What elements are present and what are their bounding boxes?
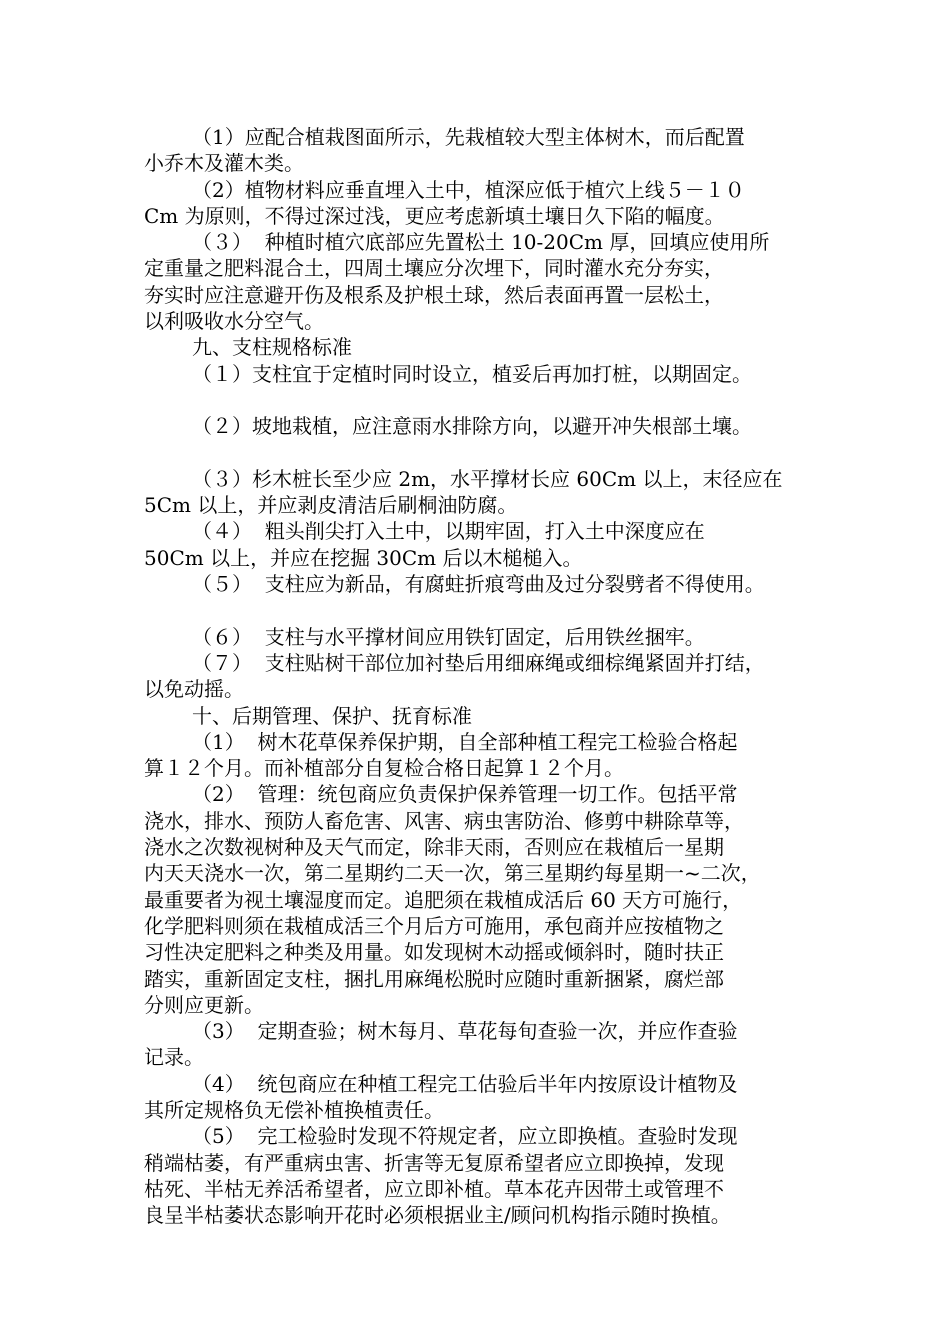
paragraph-line: 内天天浇水一次，第二星期约二天一次，第三星期约每星期一~二次， [144, 861, 761, 886]
paragraph-line: 算１２个月。而补植部分自复检合格日起算１２个月。 [144, 756, 624, 781]
paragraph-line: （3） 定期查验；树木每月、草花每旬查验一次，并应作查验 [192, 1019, 738, 1044]
section-heading: 九、支柱规格标准 [192, 335, 352, 360]
paragraph-line: 最重要者为视土壤湿度而定。追肥须在栽植成活后 60 天方可施行， [144, 887, 743, 912]
paragraph-line: （1） 树木花草保养保护期，自全部种植工程完工检验合格起 [192, 729, 738, 754]
paragraph-line: 5Cm 以上，并应剥皮清洁后刷桐油防腐。 [144, 493, 518, 518]
paragraph-line: 以免动摇。 [144, 677, 244, 702]
paragraph-line: 浇水之次数视树种及天气而定，除非天雨，否则应在栽植后一星期 [144, 835, 724, 860]
paragraph-line: 50Cm 以上，并应在挖掘 30Cm 后以木槌槌入。 [144, 545, 583, 570]
paragraph-line: 其所定规格负无偿补植换植责任。 [144, 1097, 444, 1122]
paragraph-line: 枯死、半枯无养活希望者，应立即补植。草本花卉因带土或管理不 [144, 1176, 724, 1201]
blank-line [144, 387, 812, 413]
paragraph-line: （４） 粗头削尖打入土中，以期牢固，打入土中深度应在 [192, 519, 705, 544]
paragraph-line: （２）坡地栽植，应注意雨水排除方向，以避开冲失根部土壤。 [192, 414, 752, 439]
paragraph-line: （５） 支柱应为新品，有腐蛀折痕弯曲及过分裂劈者不得使用。 [192, 572, 765, 597]
paragraph-line: 小乔木及灌木类。 [144, 151, 304, 176]
paragraph-line: 良呈半枯萎状态影响开花时必须根据业主/顾问机构指示随时换植。 [144, 1203, 731, 1228]
section-heading: 十、后期管理、保护、抚育标准 [192, 703, 472, 728]
paragraph-line: （2）植物材料应垂直埋入土中，植深应低于植穴上线５－１０ [192, 177, 745, 202]
paragraph-line: 记录。 [144, 1045, 204, 1070]
paragraph-line: 以利吸收水分空气。 [144, 309, 324, 334]
paragraph-line: 稍端枯萎，有严重病虫害、折害等无复原希望者应立即换掉，发现 [144, 1150, 724, 1175]
paragraph-line: （１）支柱宜于定植时同时设立，植妥后再加打桩，以期固定。 [192, 361, 752, 386]
paragraph-line: （1）应配合植栽图面所示，先栽植较大型主体树木，而后配置 [192, 125, 745, 149]
paragraph-line: （３） 种植时植穴底部应先置松土 10-20Cm 厚，回填应使用所 [192, 230, 770, 255]
paragraph-line: （2） 管理：统包商应负责保护保养管理一切工作。包括平常 [192, 782, 738, 807]
paragraph-line: 习性决定肥料之种类及用量。如发现树木动摇或倾斜时，随时扶正 [144, 940, 724, 965]
paragraph-line: 定重量之肥料混合土，四周土壤应分次埋下，同时灌水充分夯实， [144, 256, 724, 281]
paragraph-line: （６） 支柱与水平撑材间应用铁钉固定，后用铁丝捆牢。 [192, 624, 705, 649]
paragraph-line: 分则应更新。 [144, 992, 264, 1017]
paragraph-line: Cm 为原则，不得过深过浅，更应考虑新填土壤日久下陷的幅度。 [144, 203, 725, 228]
blank-line [144, 440, 812, 466]
document-body [144, 124, 812, 1228]
paragraph-line: 化学肥料则须在栽植成活三个月后方可施用，承包商并应按植物之 [144, 913, 724, 938]
paragraph-line: 浇水，排水、预防人畜危害、风害、病虫害防治、修剪中耕除草等， [144, 808, 744, 833]
paragraph-line: 踏实，重新固定支柱，捆扎用麻绳松脱时应随时重新捆紧，腐烂部 [144, 966, 724, 991]
paragraph-line: （5） 完工检验时发现不符规定者，应立即换植。查验时发现 [192, 1124, 738, 1149]
blank-line [144, 597, 812, 623]
paragraph-line: （4） 统包商应在种植工程完工估验后半年内按原设计植物及 [192, 1071, 738, 1096]
paragraph-line: （３）杉木桩长至少应 2m，水平撑材长应 60Cm 以上，末径应在 [192, 466, 783, 491]
paragraph-line: 夯实时应注意避开伤及根系及护根土球，然后表面再置一层松土， [144, 282, 724, 307]
paragraph-line: （７） 支柱贴树干部位加衬垫后用细麻绳或细棕绳紧固并打结， [192, 650, 765, 675]
